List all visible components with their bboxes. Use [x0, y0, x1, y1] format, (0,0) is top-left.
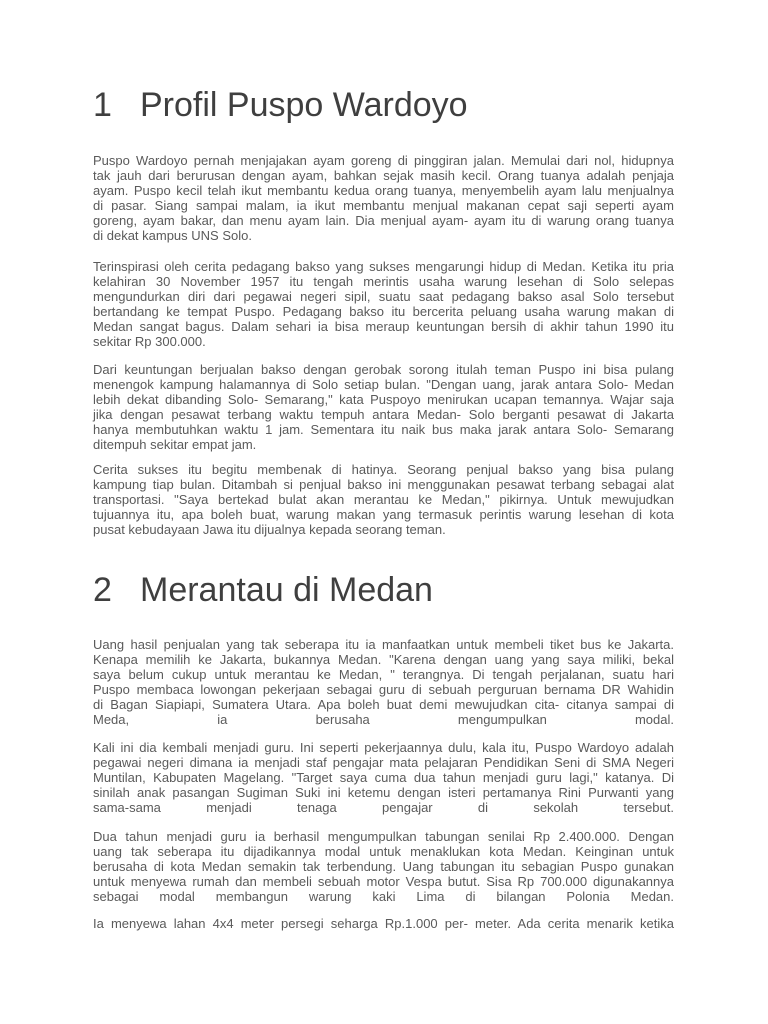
text-line: Cerita sukses itu begitu membenak di hatinya. Seorang penjual bakso yang bisa pulang	[93, 462, 674, 477]
text-line: Meda, ia berusaha mengumpulkan modal.	[93, 712, 674, 727]
section-heading	[93, 85, 468, 125]
text-line: di Bagan Siapiapi, Sumatera Utara. Apa boleh buat demi mewujudkan cita- citanya sampai di	[93, 697, 674, 712]
paragraph	[93, 362, 674, 452]
text-line: tujuannya itu, apa boleh buat, warung makan yang termasuk perintis warung lesehan di kota	[93, 507, 674, 522]
section-number: 2	[93, 571, 112, 609]
section-title: Profil Puspo Wardoyo	[140, 86, 468, 124]
text-line: untuk menyewa rumah dan membeli sebuah motor Vespa butut. Sisa Rp 700.000 digunakannya	[93, 874, 674, 889]
text-line: Ia menyewa lahan 4x4 meter persegi seharga Rp.1.000 per- meter. Ada cerita menarik ketika	[93, 916, 674, 931]
text-line: lebih dekat dibanding Solo- Semarang," kata Puspoyo menirukan ucapan temannya. Wajar saja	[93, 392, 674, 407]
text-line: Medan sangat bagus. Dalam sehari ia bisa meraup keuntungan bersih di akhir tahun 1990 itu	[93, 319, 674, 334]
text-line: pegawai negeri dimana ia menjadi staf pengajar mata pelajaran Pendidikan Seni di SMA Negeri	[93, 755, 674, 770]
text-line: hanya membutuhkan waktu 1 jam. Sementara itu naik bus maka jarak antara Solo- Semarang	[93, 422, 674, 437]
text-line: di pasar. Siang sampai malam, ia ikut membantu menjual makanan cepat saji seperti ayam	[93, 198, 674, 213]
text-line: menengok kampung halamannya di Solo setiap bulan. "Dengan uang, jarak antara Solo- Medan	[93, 377, 674, 392]
text-line: Terinspirasi oleh cerita pedagang bakso yang sukses mengarungi hidup di Medan. Ketika itu pria	[93, 259, 674, 274]
text-line: sinilah anak pasangan Sugiman Suki ini ketemu dengan isteri pertamanya Rini Purwanti yang	[93, 785, 674, 800]
text-line: Dua tahun menjadi guru ia berhasil mengumpulkan tabungan senilai Rp 2.400.000. Dengan	[93, 829, 674, 844]
text-line: Kali ini dia kembali menjadi guru. Ini seperti pekerjaannya dulu, kala itu, Puspo Wardoyo adalah	[93, 740, 674, 755]
paragraph	[93, 462, 674, 537]
section-title: Merantau di Medan	[140, 571, 433, 609]
text-line: uang tak seberapa itu dijadikannya modal untuk menaklukan kota Medan. Keinginan untuk	[93, 844, 674, 859]
text-line: Muntilan, Kabupaten Magelang. "Target saya cuma dua tahun menjadi guru lagi," katanya. Di	[93, 770, 674, 785]
text-line: bertandang ke tempat Puspo. Pedagang bakso itu bercerita peluang usaha warung makan di	[93, 304, 674, 319]
text-line: sekitar Rp 300.000.	[93, 334, 206, 349]
text-line: berusaha di kota Medan semakin tak terbendung. Uang tabungan itu sebagian Puspo gunakan	[93, 859, 674, 874]
text-line: sebagai modal membangun warung kaki Lima di bilangan Polonia Medan.	[93, 889, 674, 904]
text-line: jika dengan pesawat terbang waktu tempuh antara Medan- Solo berganti pesawat di Jakarta	[93, 407, 674, 422]
text-line: di dekat kampus UNS Solo.	[93, 228, 252, 243]
text-line: mengundurkan diri dari pegawai negeri sipil, suatu saat pedagang bakso asal Solo tersebut	[93, 289, 674, 304]
paragraph	[93, 740, 674, 815]
paragraph	[93, 637, 674, 727]
text-line: pusat kebudayaan Jawa itu dijualnya kepada seorang teman.	[93, 522, 446, 537]
paragraph	[93, 153, 674, 243]
text-line: Puspo membaca lowongan pekerjaan sebagai guru di sebuah perguruan bernama DR Wahidin	[93, 682, 674, 697]
text-line: kelahiran 30 November 1957 itu tengah merintis usaha warung lesehan di Solo selepas	[93, 274, 674, 289]
text-line: ayam. Puspo kecil telah ikut membantu kedua orang tuanya, menyembelih ayam lalu menjualnya	[93, 183, 674, 198]
text-line: tak jauh dari berurusan dengan ayam, bahkan sejak masih kecil. Orang tuanya adalah penjaja	[93, 168, 674, 183]
paragraph	[93, 916, 674, 931]
paragraph	[93, 829, 674, 904]
text-line: Dari keuntungan berjualan bakso dengan gerobak sorong itulah teman Puspo ini bisa pulang	[93, 362, 674, 377]
text-line: kampung tiap bulan. Ditambah si penjual bakso ini menggunakan pesawat terbang sebagai alat	[93, 477, 674, 492]
section-number: 1	[93, 86, 112, 124]
text-line: saya belum cukup untuk merantau ke Medan, " terangnya. Di tengah perjalanan, suatu hari	[93, 667, 674, 682]
section-heading	[93, 570, 433, 610]
text-line: Kenapa memilih ke Jakarta, bukannya Medan. "Karena dengan uang yang saya miliki, bekal	[93, 652, 674, 667]
text-line: goreng, ayam bakar, dan menu ayam lain. Dia menjual ayam- ayam itu di warung orang tuanya	[93, 213, 674, 228]
text-line: Puspo Wardoyo pernah menjajakan ayam goreng di pinggiran jalan. Memulai dari nol, hidupnya	[93, 153, 674, 168]
text-line: transportasi. "Saya bertekad bulat akan merantau ke Medan," pikirnya. Untuk mewujudkan	[93, 492, 674, 507]
paragraph	[93, 259, 674, 349]
text-line: sama-sama menjadi tenaga pengajar di sekolah tersebut.	[93, 800, 674, 815]
text-line: Uang hasil penjualan yang tak seberapa itu ia manfaatkan untuk membeli tiket bus ke Jakarta.	[93, 637, 674, 652]
text-line: ditempuh sekitar empat jam.	[93, 437, 257, 452]
